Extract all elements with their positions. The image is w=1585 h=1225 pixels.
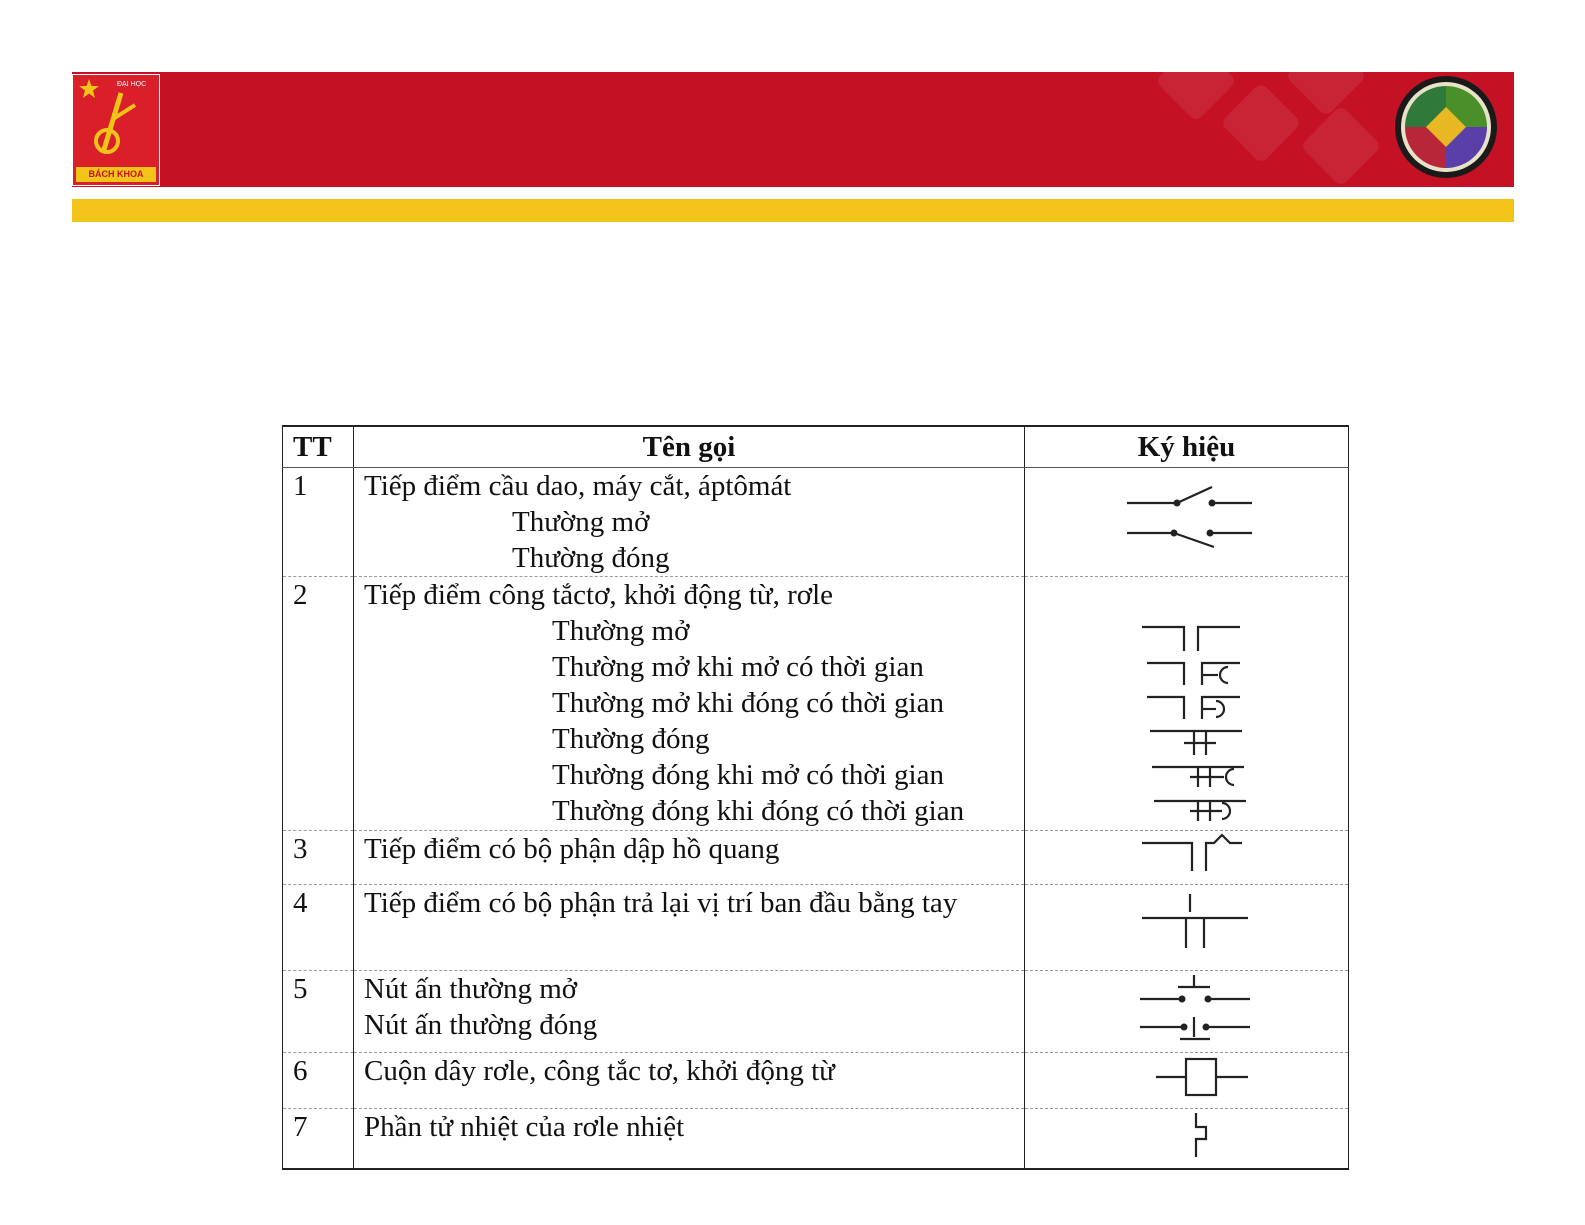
university-logo xyxy=(72,74,160,186)
row-item: Thường mở khi mở có thời gian xyxy=(552,651,924,683)
coil-symbol xyxy=(1112,1053,1262,1099)
symbol-group xyxy=(1112,483,1262,553)
contact-no-delay-close-symbol xyxy=(1147,697,1240,719)
logo-label: BÁCH KHOA xyxy=(76,167,156,182)
row-symbol-cell xyxy=(1025,971,1349,1053)
contact-nc-symbol xyxy=(1150,731,1242,755)
pushbutton-no-symbol xyxy=(1140,975,1250,1003)
star-icon xyxy=(73,75,159,165)
arc-quench-contact-symbol xyxy=(1112,831,1262,875)
contact-nc-delay-open-symbol xyxy=(1152,767,1244,787)
row-item: Nút ấn thường mở xyxy=(364,973,578,1005)
row-symbol-cell xyxy=(1025,1109,1349,1170)
row-item: Thường đóng khi mở có thời gian xyxy=(552,759,944,791)
knife-switch-open-symbol xyxy=(1127,487,1252,507)
contact-no-delay-open-symbol xyxy=(1147,663,1240,685)
row-title: Phần tử nhiệt của rơle nhiệt xyxy=(354,1109,1025,1170)
table-row xyxy=(283,971,1349,1053)
row-title: Tiếp điểm có bộ phận trả lại vị trí ban đầu bằng tay xyxy=(354,885,1025,971)
row-item: Thường đóng xyxy=(512,542,670,574)
row-symbol-cell xyxy=(1025,1053,1349,1109)
table-row xyxy=(283,885,1349,971)
row-symbol-cell xyxy=(1025,577,1349,831)
thermal-element-symbol xyxy=(1112,1109,1262,1159)
row-name-cell xyxy=(354,577,1025,831)
row-number: 4 xyxy=(283,885,354,971)
manual-reset-contact-symbol xyxy=(1112,888,1262,958)
header-band xyxy=(72,72,1514,187)
contact-no-symbol xyxy=(1142,627,1240,651)
symbol-group xyxy=(1112,971,1262,1043)
table-row xyxy=(283,1109,1349,1170)
decor-diamond xyxy=(1300,105,1382,187)
table-row xyxy=(283,577,1349,831)
row-number: 3 xyxy=(283,831,354,885)
table-row xyxy=(283,1053,1349,1109)
row-item: Thường đóng xyxy=(552,723,710,755)
decor-diamond xyxy=(1220,82,1302,164)
row-item: Nút ấn thường đóng xyxy=(364,1009,598,1041)
row-number: 6 xyxy=(283,1053,354,1109)
row-name-cell xyxy=(354,468,1025,577)
table-row xyxy=(283,468,1349,577)
contact-nc-delay-close-symbol xyxy=(1154,801,1246,821)
row-item: Thường mở xyxy=(512,506,650,538)
decor-diamond xyxy=(1285,72,1367,117)
header-tt: TT xyxy=(283,426,354,468)
faculty-emblem-icon xyxy=(1393,74,1499,180)
header-symbol: Ký hiệu xyxy=(1025,426,1349,468)
header-name: Tên gọi xyxy=(354,426,1025,468)
row-title: Tiếp điểm công tắctơ, khởi động từ, rơle xyxy=(364,579,834,611)
pushbutton-nc-symbol xyxy=(1140,1017,1250,1039)
row-item: Thường mở khi đóng có thời gian xyxy=(552,687,944,719)
row-number: 2 xyxy=(283,577,354,831)
symbol-group xyxy=(1112,621,1262,821)
header-stripe xyxy=(72,199,1514,222)
decor-diamond xyxy=(1155,72,1237,122)
row-name-cell xyxy=(354,971,1025,1053)
row-title: Cuộn dây rơle, công tắc tơ, khởi động từ xyxy=(354,1053,1025,1109)
row-symbol-cell xyxy=(1025,831,1349,885)
electrical-symbols-table xyxy=(282,425,1349,1170)
row-number: 7 xyxy=(283,1109,354,1170)
table-header-row xyxy=(283,426,1349,468)
row-title: Tiếp điểm có bộ phận dập hồ quang xyxy=(354,831,1025,885)
row-symbol-cell xyxy=(1025,468,1349,577)
logo-top-text: ĐẠI HỌC xyxy=(117,81,147,88)
row-item: Thường mở xyxy=(552,615,690,647)
row-number: 1 xyxy=(283,468,354,577)
row-title: Tiếp điểm cầu dao, máy cắt, áptômát xyxy=(364,470,792,502)
row-symbol-cell xyxy=(1025,885,1349,971)
row-item: Thường đóng khi đóng có thời gian xyxy=(552,795,965,827)
knife-switch-closed-symbol xyxy=(1127,529,1252,547)
row-number: 5 xyxy=(283,971,354,1053)
table-row xyxy=(283,831,1349,885)
